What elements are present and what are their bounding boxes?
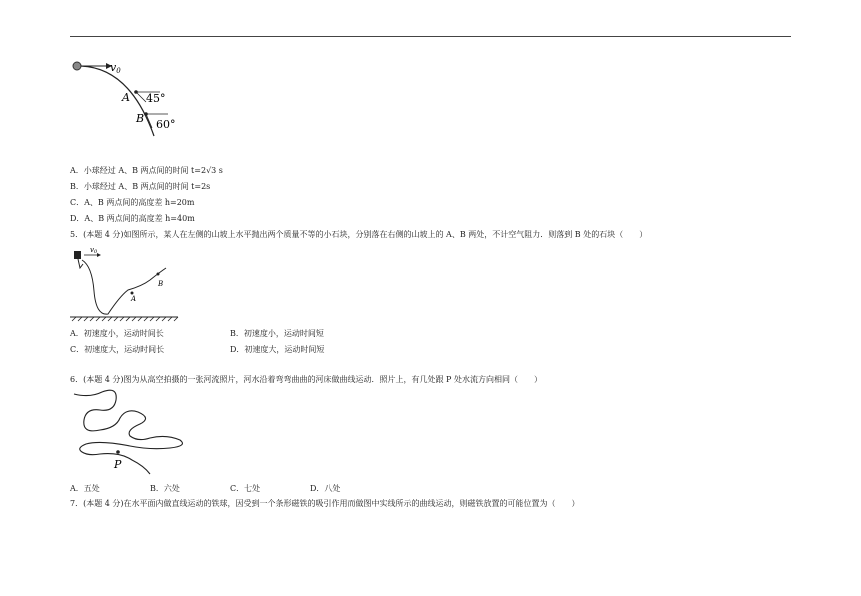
svg-text:45°: 45°: [146, 92, 166, 105]
q5-stem: 5．(本题 4 分)如图所示，某人在左侧的山坡上水平抛出两个质量不等的小石块，分别落在右侧的山坡上的 A、B 两处，不计空气阻力．则落到 B 处的石块（ ）: [70, 230, 648, 239]
svg-text:B: B: [136, 112, 145, 125]
svg-text:A: A: [122, 91, 130, 104]
q5-option-b: B．初速度小，运动时间短: [230, 329, 324, 338]
projectile-figure: [70, 58, 200, 138]
header-rule: [70, 36, 791, 37]
q7-stem: 7．(本题 4 分)在水平面内做直线运动的铁球，因受到一个条形磁铁的吸引作用而做图中实线所示的曲线运动，则磁铁放置的可能位置为（ ）: [70, 499, 580, 508]
svg-text:A: A: [131, 295, 137, 303]
q6-option-d: D．八处: [310, 484, 341, 493]
svg-text:60°: 60°: [156, 118, 176, 131]
q6-option-c: C．七处: [230, 484, 261, 493]
svg-text:P: P: [114, 458, 122, 471]
q4-option-b: B．小球经过 A、B 两点间的时间 t=2s: [70, 182, 211, 191]
ball: [73, 62, 81, 70]
svg-text:v0: v0: [90, 246, 98, 255]
v0-label: v0: [110, 61, 121, 75]
svg-text:B: B: [158, 280, 164, 288]
q6-option-a: A．五处: [70, 484, 100, 493]
q4-option-a: A．小球经过 A、B 两点间的时间 t=2√3 s: [70, 166, 223, 175]
q5-option-c: C．初速度大，运动时间长: [70, 345, 165, 354]
hill-figure: [70, 246, 180, 326]
q4-option-d: D．A、B 两点间的高度差 h=40m: [70, 214, 195, 223]
q6-option-b: B．六处: [150, 484, 180, 493]
q5-option-a: A．初速度小，运动时间长: [70, 329, 164, 338]
q4-option-c: C．A、B 两点间的高度差 h=20m: [70, 198, 195, 207]
river-figure: [70, 390, 190, 480]
q6-stem: 6．(本题 4 分)图为从高空拍摄的一张河流照片，河水沿着弯弯曲曲的河床做曲线运动．照片上，有几处跟 P 处水流方向相同（ ）: [70, 375, 542, 384]
q5-option-d: D．初速度大，运动时间短: [230, 345, 325, 354]
